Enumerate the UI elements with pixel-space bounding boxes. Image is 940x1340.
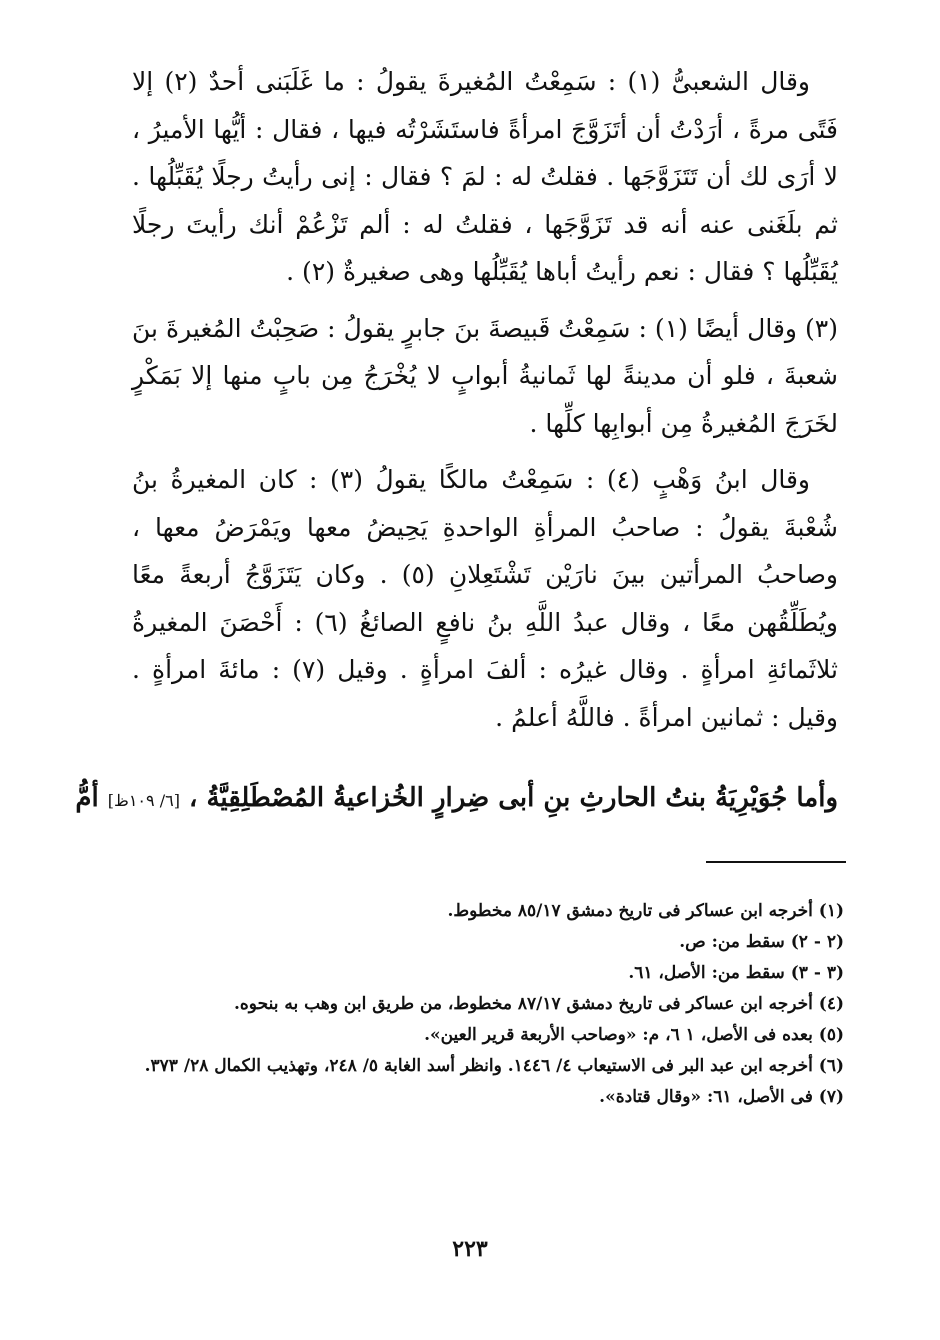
footnote-3: (٣ - ٣) سقط من: الأصل، ٦١.: [628, 963, 844, 983]
section-heading: [75, 776, 838, 823]
paragraph-qabisa: (٣) وقال أيضًا (١) : سَمِعْتُ قَبيصةَ بنَ جابرٍ يقولُ : صَحِبْتُ المُغيرةَ بنَ شعبةَ ، فلو أن مدينةً لها ثَمانيةُ أبوابٍ لا يُخْرَجُ مِن بابٍ منها إلا بَمَكْرٍ لخَرَجَ المُغيرةُ مِن أبوابِها كلِّها .: [132, 313, 838, 438]
footnote-separator: [706, 861, 846, 863]
main-text: [132, 58, 838, 741]
footnote-2: (٢ - ٢) سقط من: ص.: [679, 932, 844, 952]
heading-continuation: أمُّ: [75, 783, 99, 813]
manuscript-ref: [٦/ ١٠٩ظ]: [107, 791, 180, 810]
paragraph-ibn-wahb: وقال ابنُ وَهْبٍ (٤) : سَمِعْتُ مالكًا يقولُ (٣) : كان المغيرةُ بنُ شُعْبةَ يقولُ : صاحبُ المرأةِ الواحدةِ يَحِيضُ معها ويَمْرَضُ معها ، وصاحبُ المرأتين بينَ نارَيْن تَشْتَعِلانِ (٥) . وكان يَتَزَوَّجُ أربعةً معًا ويُطَلِّقُهن معًا ، وقال عبدُ اللَّهِ بنُ نافعٍ الصائغُ (٦) : أَحْصَنَ المغيرةُ ثلاثَمائةِ امرأةٍ . وقال غيرُه : ألفَ امرأةٍ . وقيل (٧) : مائةَ امرأةٍ . وقيل : ثمانين امرأةً . فاللَّهُ أعلمُ .: [132, 465, 838, 732]
paragraph-shabi: وقال الشعبىُّ (١) : سَمِعْتُ المُغيرةَ يقولُ : ما غَلَبَنى أحدٌ (٢) إلا فَتًى مرةً ، أرَدْتُ أن أتَزَوَّجَ امرأةً فاستَشَرْتُه فيها ، فقال : أيُّها الأميرُ ، لا أرَى لك أن تَتَزَوَّجَها . فقلتُ له : لمَ ؟ فقال : إنى رأيتُ رجلًا يُقَبِّلُها . ثم بلَغَنى عنه أنه قد تَزَوَّجَها ، فقلتُ له : ألم تَزْعُمْ أنك رأيتَ رجلًا يُقَبِّلُها ؟ فقال : نعم رأيتُ أباها يُقَبِّلُها وهى صغيرةٌ (٢) .: [132, 67, 838, 286]
footnote-1: (١) أخرجه ابن عساكر فى تاريخ دمشق ٨٥/١٧ مخطوط.: [447, 901, 844, 921]
footnote-6: (٦) أخرجه ابن عبد البر فى الاستيعاب ٤/ ١٤٤٦. وانظر أسد الغابة ٥/ ٢٤٨، وتهذيب الكمال ٢٨/ ٣٧٣.: [144, 1056, 844, 1076]
page-number: ٢٢٣: [452, 1236, 488, 1262]
footnotes: [132, 896, 844, 1113]
footnote-7: (٧) فى الأصل، ٦١: «وقال قتادة».: [599, 1087, 844, 1107]
heading-text: وأما جُوَيْرِيَةُ بنتُ الحارثِ بنِ أبى ضِرارٍ الخُزاعيةُ المُصْطَلِقِيَّةُ ،: [189, 783, 838, 813]
footnote-5: (٥) بعده فى الأصل، ١ ٦، م: «وصاحب الأربعة قرير العين».: [424, 1025, 844, 1045]
footnote-4: (٤) أخرجه ابن عساكر فى تاريخ دمشق ٨٧/١٧ مخطوط، من طريق ابن وهب به بنحوه.: [233, 994, 844, 1014]
